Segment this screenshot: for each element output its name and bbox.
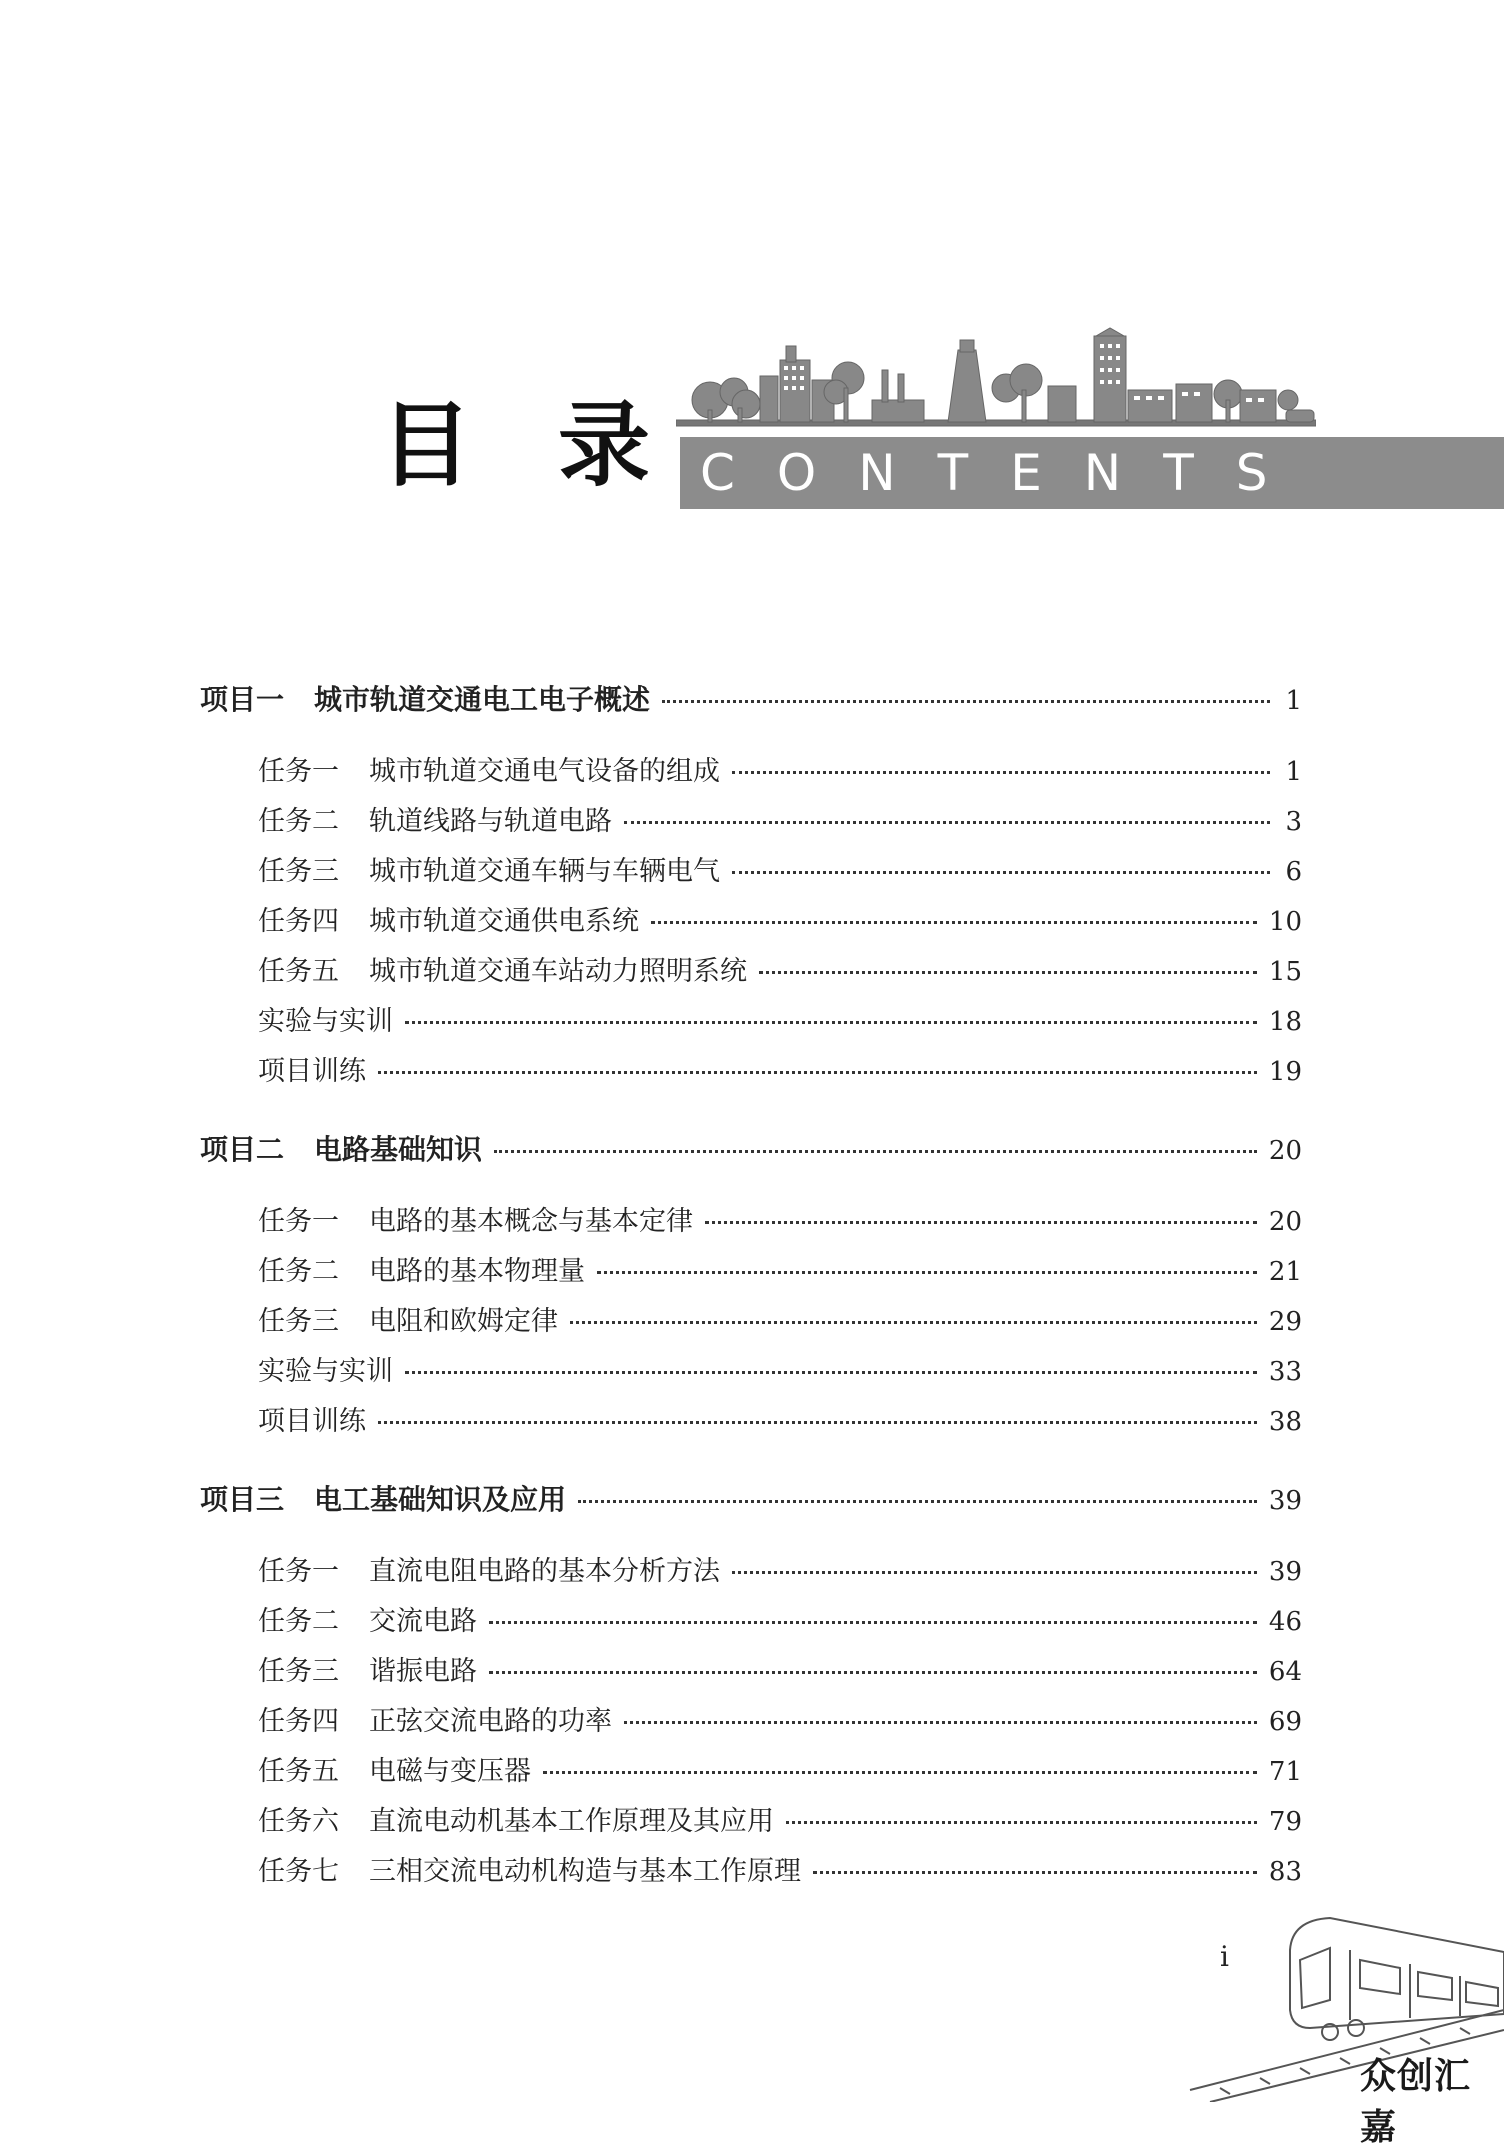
toc-entry-title: 电路的基本物理量	[369, 1256, 585, 1287]
leader-dots	[813, 1871, 1257, 1874]
toc-entry-title: 城市轨道交通供电系统	[369, 906, 639, 937]
toc-entry-number: 任务六	[258, 1806, 339, 1837]
toc-entry-number: 项目一	[200, 683, 285, 716]
watermark: 众创汇嘉	[1360, 2056, 1472, 2148]
toc-page-number: 20	[1268, 1207, 1302, 1237]
toc-entry-title: 电路的基本概念与基本定律	[369, 1206, 693, 1237]
leader-dots	[624, 1721, 1257, 1724]
toc-entry-title: 实验与实训	[258, 1356, 393, 1387]
toc-entry-title: 交流电路	[369, 1606, 477, 1637]
toc-page-number: 46	[1268, 1607, 1302, 1637]
toc-entry-number: 任务七	[258, 1856, 339, 1887]
toc-task-row[interactable]	[258, 1404, 1302, 1440]
toc-page-number: 6	[1285, 857, 1302, 887]
leader-dots	[662, 700, 1270, 703]
leader-dots	[732, 871, 1270, 874]
toc-page-number: 83	[1268, 1857, 1302, 1887]
toc-task-row[interactable]	[258, 1654, 1302, 1690]
toc-entry-number: 任务二	[258, 1256, 339, 1287]
toc-entry-number: 任务一	[258, 1206, 339, 1237]
toc-entry-title: 轨道线路与轨道电路	[369, 806, 612, 837]
leader-dots	[489, 1671, 1257, 1674]
toc-entry-number: 项目二	[200, 1133, 285, 1166]
leader-dots	[543, 1771, 1257, 1774]
toc-entry-number: 任务四	[258, 1706, 339, 1737]
toc-entry-title: 电路基础知识	[314, 1133, 483, 1166]
leader-dots	[597, 1271, 1257, 1274]
toc-entry-title: 城市轨道交通电工电子概述	[314, 683, 651, 716]
toc-entry-title: 城市轨道交通车辆与车辆电气	[369, 856, 720, 887]
toc-task-row[interactable]	[258, 1004, 1302, 1040]
toc-page-number: 69	[1268, 1707, 1302, 1737]
toc-chapter-row[interactable]	[200, 1482, 1302, 1519]
toc-page-number: 10	[1268, 907, 1302, 937]
toc-page-number: 39	[1268, 1486, 1302, 1516]
toc-page-number: 18	[1268, 1007, 1302, 1037]
leader-dots	[405, 1021, 1257, 1024]
toc-task-row[interactable]	[258, 1354, 1302, 1390]
toc-page-number: 29	[1268, 1307, 1302, 1337]
city-skyline-illustration	[676, 320, 1316, 442]
toc-entry-title: 实验与实训	[258, 1006, 393, 1037]
toc-entry-number: 任务五	[258, 1756, 339, 1787]
leader-dots	[578, 1500, 1257, 1503]
toc-page-number: 38	[1268, 1407, 1302, 1437]
toc-page-number: 39	[1268, 1557, 1302, 1587]
toc-task-row[interactable]	[258, 954, 1302, 990]
toc-entry-title: 城市轨道交通车站动力照明系统	[369, 956, 747, 987]
toc-page-number: 1	[1285, 686, 1302, 716]
title-char-1: 目	[380, 392, 479, 499]
toc-entry-title: 电工基础知识及应用	[314, 1483, 567, 1516]
toc-task-row[interactable]	[258, 1204, 1302, 1240]
page-title	[380, 392, 657, 499]
toc-task-row[interactable]	[258, 804, 1302, 840]
contents-banner	[680, 437, 1504, 509]
toc-page-number: 1	[1285, 757, 1302, 787]
leader-dots	[786, 1821, 1257, 1824]
toc-entry-title: 项目训练	[258, 1056, 366, 1087]
title-char-2: 录	[558, 392, 657, 499]
toc-entry-title: 直流电动机基本工作原理及其应用	[369, 1806, 774, 1837]
toc-entry-number: 任务一	[258, 1556, 339, 1587]
toc-task-row[interactable]	[258, 904, 1302, 940]
toc-page-number: 21	[1268, 1257, 1302, 1287]
leader-dots	[405, 1371, 1257, 1374]
toc-chapter-row[interactable]	[200, 682, 1302, 719]
toc-task-row[interactable]	[258, 1254, 1302, 1290]
toc-entry-number: 任务五	[258, 956, 339, 987]
toc-page-number: 71	[1268, 1757, 1302, 1787]
toc-entry-number: 任务三	[258, 1306, 339, 1337]
toc-page-number: 3	[1285, 807, 1302, 837]
toc-task-row[interactable]	[258, 1604, 1302, 1640]
toc-entry-number: 任务三	[258, 856, 339, 887]
page-number: i	[1220, 1940, 1229, 1973]
toc-task-row[interactable]	[258, 1804, 1302, 1840]
toc-task-row[interactable]	[258, 1854, 1302, 1890]
toc-entry-number: 项目三	[200, 1483, 285, 1516]
toc-task-row[interactable]	[258, 1554, 1302, 1590]
toc-entry-number: 任务三	[258, 1656, 339, 1687]
toc-task-row[interactable]	[258, 1704, 1302, 1740]
leader-dots	[624, 821, 1270, 824]
toc-chapter-row[interactable]	[200, 1132, 1302, 1169]
leader-dots	[494, 1150, 1257, 1153]
toc-entry-title: 谐振电路	[369, 1656, 477, 1687]
leader-dots	[732, 1571, 1257, 1574]
contents-label: CONTENTS	[700, 444, 1310, 502]
leader-dots	[570, 1321, 1257, 1324]
leader-dots	[705, 1221, 1257, 1224]
toc-page-number: 19	[1268, 1057, 1302, 1087]
leader-dots	[489, 1621, 1257, 1624]
toc-page-number: 64	[1268, 1657, 1302, 1687]
toc-page-number: 33	[1268, 1357, 1302, 1387]
leader-dots	[378, 1421, 1257, 1424]
toc-task-row[interactable]	[258, 854, 1302, 890]
toc-entry-number: 任务二	[258, 1606, 339, 1637]
leader-dots	[732, 771, 1270, 774]
toc-task-row[interactable]	[258, 1754, 1302, 1790]
toc-page-number: 20	[1268, 1136, 1302, 1166]
leader-dots	[759, 971, 1257, 974]
toc-entry-number: 任务一	[258, 756, 339, 787]
toc-entry-number: 任务四	[258, 906, 339, 937]
toc-task-row[interactable]	[258, 1054, 1302, 1090]
toc-entry-title: 项目训练	[258, 1406, 366, 1437]
toc-page-number: 79	[1268, 1807, 1302, 1837]
toc-page-number: 15	[1268, 957, 1302, 987]
toc-entry-title: 电磁与变压器	[369, 1756, 531, 1787]
leader-dots	[378, 1071, 1257, 1074]
toc-header	[0, 0, 1504, 560]
leader-dots	[651, 921, 1257, 924]
toc-entry-title: 直流电阻电路的基本分析方法	[369, 1556, 720, 1587]
toc-entry-title: 电阻和欧姆定律	[369, 1306, 558, 1337]
toc-entry-title: 正弦交流电路的功率	[369, 1706, 612, 1737]
toc-entry-title: 城市轨道交通电气设备的组成	[369, 756, 720, 787]
toc-task-row[interactable]	[258, 754, 1302, 790]
toc-task-row[interactable]	[258, 1304, 1302, 1340]
toc-entry-number: 任务二	[258, 806, 339, 837]
toc-entry-title: 三相交流电动机构造与基本工作原理	[369, 1856, 801, 1887]
